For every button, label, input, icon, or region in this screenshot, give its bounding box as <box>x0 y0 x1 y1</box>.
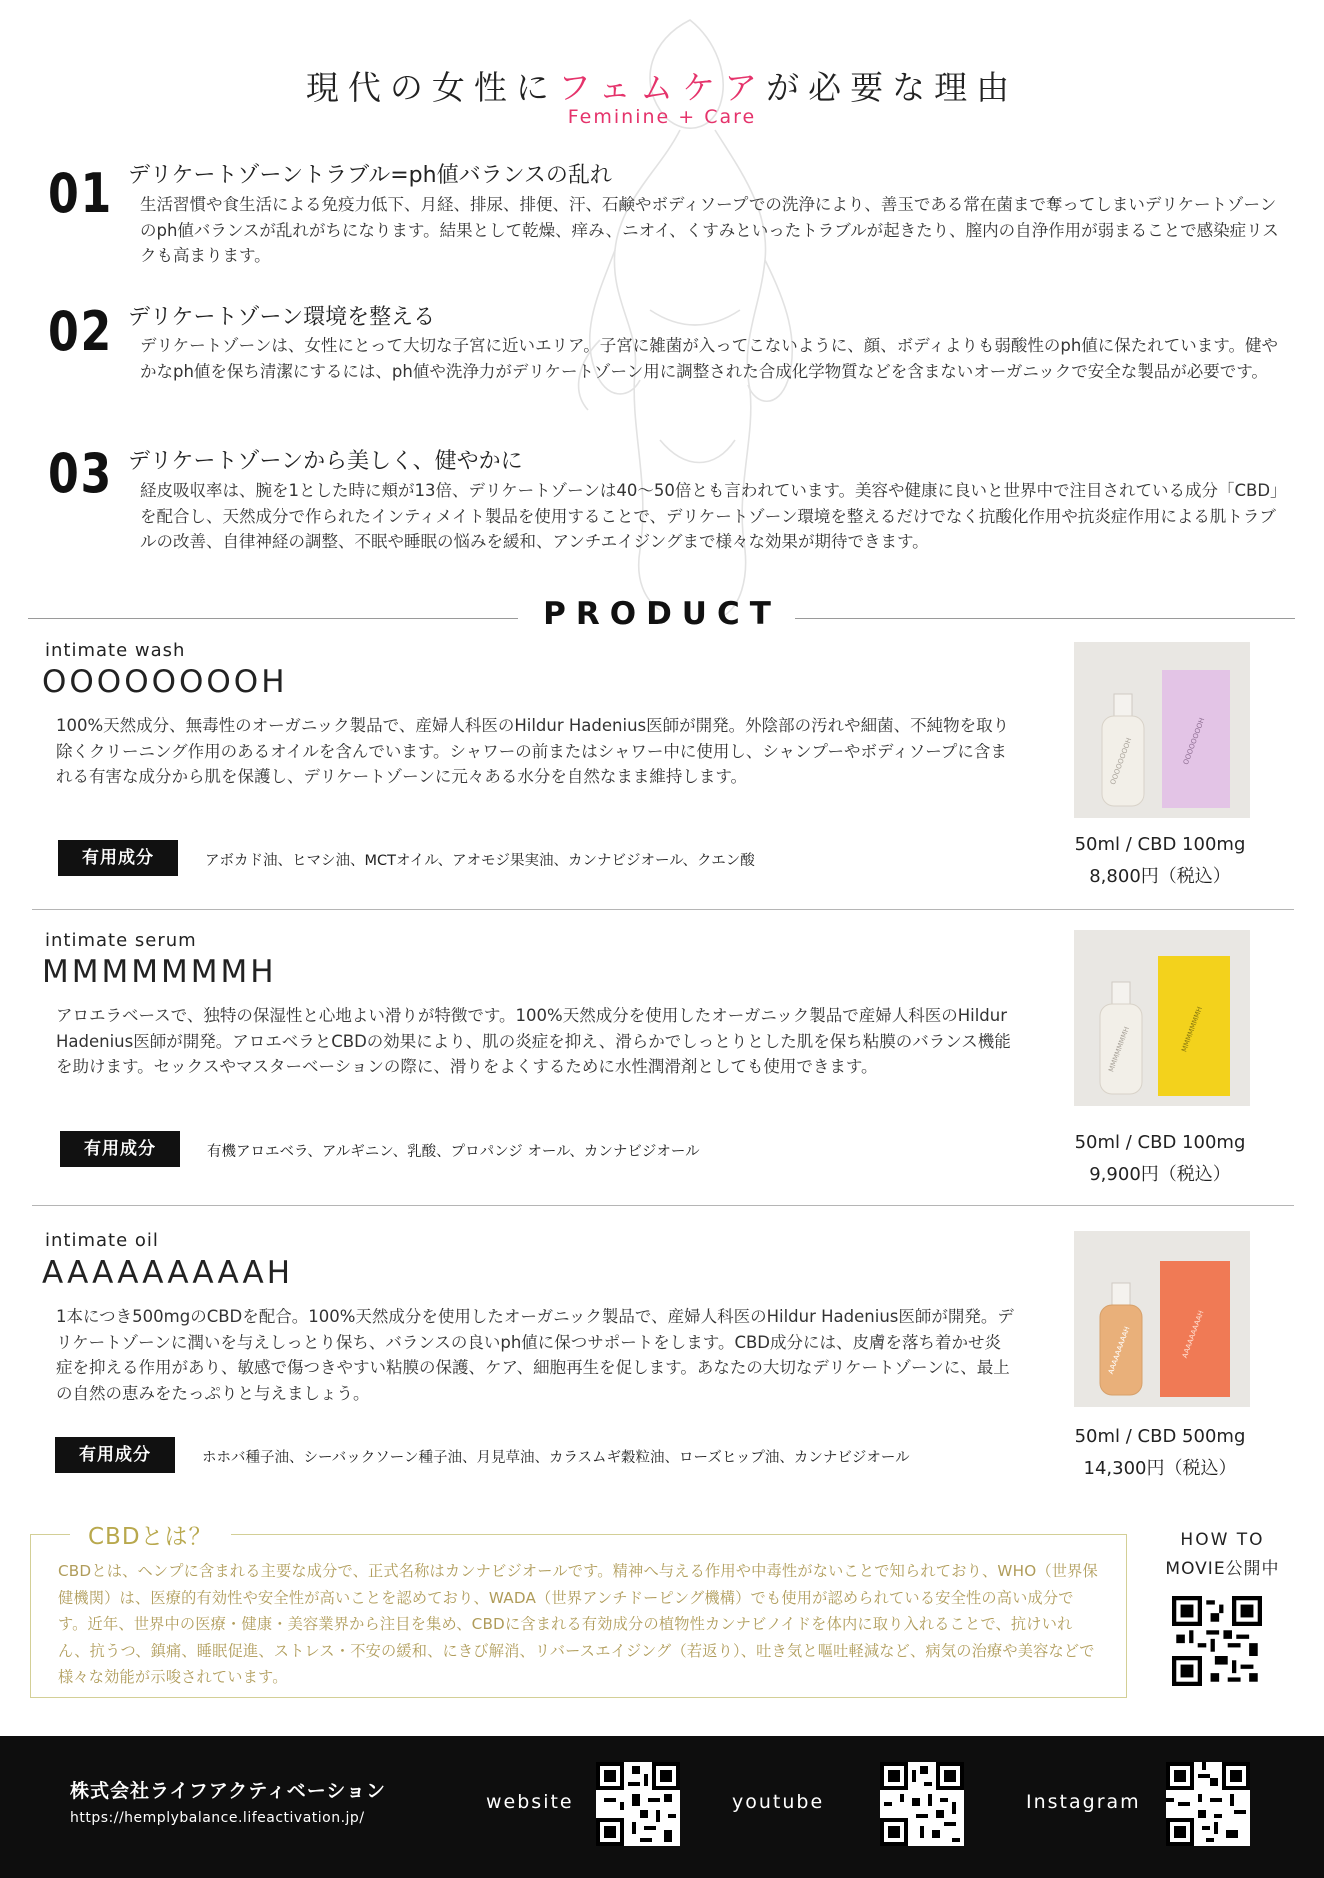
howto-label: HOW TO <box>1180 1530 1265 1550</box>
ingredients-label: 有用成分 <box>60 1131 180 1167</box>
title-accent: フェムケア <box>557 68 767 107</box>
box-label: AAAAAAAAAH <box>1180 1309 1206 1360</box>
reason-number: 02 <box>48 300 113 363</box>
company-url-link[interactable]: https://hemplybalance.lifeactivation.jp/ <box>70 1810 365 1826</box>
product-category: intimate wash <box>45 640 186 661</box>
ingredients-list: ホホバ種子油、シーバックソーン種子油、月見草油、カラスムギ穀粒油、ローズヒップ油、カンナビジオール <box>202 1450 910 1466</box>
ingredients-list: 有機アロエベラ、アルギニン、乳酸、プロパンジ オール、カンナビジオール <box>207 1144 700 1160</box>
page-subtitle: Feminine + Care <box>567 106 757 128</box>
reason-body: 生活習慣や食生活による免疫力低下、月経、排尿、排便、汗、石鹸やボディソープでの洗浄により、善玉である常在菌まで奪ってしまいデリケートゾーンのph値バランスが乱れがちになります。結果として乾燥、痒み、ニオイ、くすみといったトラブルが起きたり、膣内の自浄作用が弱まることで感染症リスクも高まります。 <box>140 195 1279 265</box>
instagram-link[interactable]: Instagram <box>1026 1791 1141 1813</box>
reason-body: デリケートゾーンは、女性にとって大切な子宮に近いエリア。子宮に雑菌が入ってこないように、顔、ボディよりも弱酸性のph値に保たれています。健やかなph値を保ち清潔にするには、ph値や洗浄力がデリケートゾーン用に調整された合成化学物質などを含まないオーガニックで安全な製品が必要です。 <box>140 336 1278 381</box>
qr-code-youtube[interactable] <box>880 1762 964 1846</box>
product-name: AAAAAAAAAH <box>42 1255 294 1291</box>
product-category: intimate oil <box>45 1230 159 1251</box>
qr-code-howto[interactable] <box>1172 1596 1262 1686</box>
website-link[interactable]: website <box>486 1791 574 1813</box>
ingredients-label: 有用成分 <box>58 840 178 876</box>
company-name: 株式会社ライフアクティベーション <box>70 1780 387 1802</box>
product-price: 14,300円（税込） <box>1083 1458 1237 1479</box>
product-category: intimate serum <box>45 930 197 951</box>
ingredients-label: 有用成分 <box>55 1437 175 1473</box>
box-label: MMMMMMMH <box>1180 1005 1205 1054</box>
title-pre: 現代の女性に <box>305 68 558 107</box>
qr-code-website[interactable] <box>596 1762 680 1846</box>
bottle-label: OOOOOOOOH <box>1108 736 1134 786</box>
reason-heading: デリケートゾーン環境を整える <box>128 305 436 330</box>
product-separator <box>32 1205 1294 1206</box>
reason-number: 01 <box>48 162 113 225</box>
cbd-description: CBDとは、ヘンプに含まれる主要な成分で、正式名称はカンナビジオールです。精神へ与える作用や中毒性がないことで知られており、WHO（世界保健機関）は、医療的有効性や安全性が高いことを認めており、WADA（世界アンチドーピング機構）でも使用が認められている安全性の高い成分です。近年、世界中の医療・健康・美容業界から注目を集め、CBDに含まれる有効成分の植物性カンナビノイドを体内に取り入れることで、抗けいれん、抗うつ、鎮痛、睡眠促進、ストレス・不安の緩和、にきび解消、リバースエイジング（若返り）、吐き気と嘔吐軽減など、病気の治療や美容などで様々な効能が示唆されています。 <box>58 1562 1098 1686</box>
reason-body: 経皮吸収率は、腕を1とした時に頬が13倍、デリケートゾーンは40〜50倍とも言われています。美容や健康に良いと世界中で注目されている成分「CBD」を配合し、天然成分で作られたインティメイト製品を使用することで、デリケートゾーン環境を整えるだけでなく抗酸化作用や抗炎症作用による肌トラブルの改善、自律神経の調整、不眠や睡眠の悩みを緩和、アンチエイジングまで様々な効果が期待できます。 <box>140 481 1287 551</box>
product-description: アロエラベースで、独特の保湿性と心地よい滑りが特徴です。100%天然成分を使用したオーガニック製品で産婦人科医のHildur Hadenius医師が開発。アロエベラとCBDの効果により、肌の炎症を抑え、滑らかでしっとりとした肌を保ち粘膜のバランス機能を助けます。セックスやマスターベーションの際に、滑りをよくするために水性潤滑剤としても使用できます。 <box>56 1006 1011 1076</box>
product-name: MMMMMMMH <box>42 954 277 990</box>
qr-code-instagram[interactable] <box>1166 1762 1250 1846</box>
box-label: OOOOOOOOH <box>1181 716 1207 766</box>
reason-heading: デリケートゾーンから美しく、健やかに <box>128 449 523 474</box>
product-description: 100%天然成分、無毒性のオーガニック製品で、産婦人科医のHildur Hadenius医師が開発。外陰部の汚れや細菌、不純物を取り除くクリーニング作用のあるオイルを含んでいます。シャワーの前またはシャワー中に使用し、シャンプーやボディソープに含まれる有害な成分から肌を保護し、デリケートゾーンに元々ある水分を自然なまま維持します。 <box>56 716 1010 786</box>
cbd-title: CBDとは？ <box>70 1518 231 1551</box>
product-price: 8,800円（税込） <box>1089 866 1231 887</box>
product-description: 1本につき500mgのCBDを配合。100%天然成分を使用したオーガニック製品で、産婦人科医のHildur Hadenius医師が開発。デリケートゾーンに潤いを与えしっとり保ち、バランスの良いph値に保つサポートをします。CBD成分には、皮膚を落ち着かせ炎症を抑える作用があり、敏感で傷つきやすい粘膜の保護、ケア、細胞再生を促します。あなたの大切なデリケートゾーンに、最上の自然の恵みをたっぷりと与えましょう。 <box>56 1307 1014 1403</box>
product-volume: 50ml / CBD 500mg <box>1074 1426 1246 1447</box>
product-separator <box>32 909 1294 910</box>
product-image-serum <box>1074 930 1250 1106</box>
product-volume: 50ml / CBD 100mg <box>1074 1132 1246 1153</box>
reason-number: 03 <box>48 442 113 505</box>
ingredients-list: アボカド油、ヒマシ油、MCTオイル、アオモジ果実油、カンナビジオール、クエン酸 <box>205 853 755 869</box>
product-name: OOOOOOOOH <box>42 664 288 700</box>
youtube-link[interactable]: youtube <box>732 1791 825 1813</box>
page-title <box>0 62 1324 109</box>
product-image-oil <box>1074 1231 1250 1407</box>
product-section-heading: PRODUCT <box>543 596 781 632</box>
product-image-wash <box>1074 642 1250 818</box>
bottle-label: MMMMMMMH <box>1107 1025 1132 1074</box>
title-post: が必要な理由 <box>766 68 1019 107</box>
bottle-label: AAAAAAAAAH <box>1106 1325 1132 1376</box>
howto-sublabel: MOVIE公開中 <box>1165 1559 1280 1579</box>
reason-heading: デリケートゾーントラブル=ph値バランスの乱れ <box>128 163 612 188</box>
product-price: 9,900円（税込） <box>1089 1164 1231 1185</box>
product-volume: 50ml / CBD 100mg <box>1074 834 1246 855</box>
